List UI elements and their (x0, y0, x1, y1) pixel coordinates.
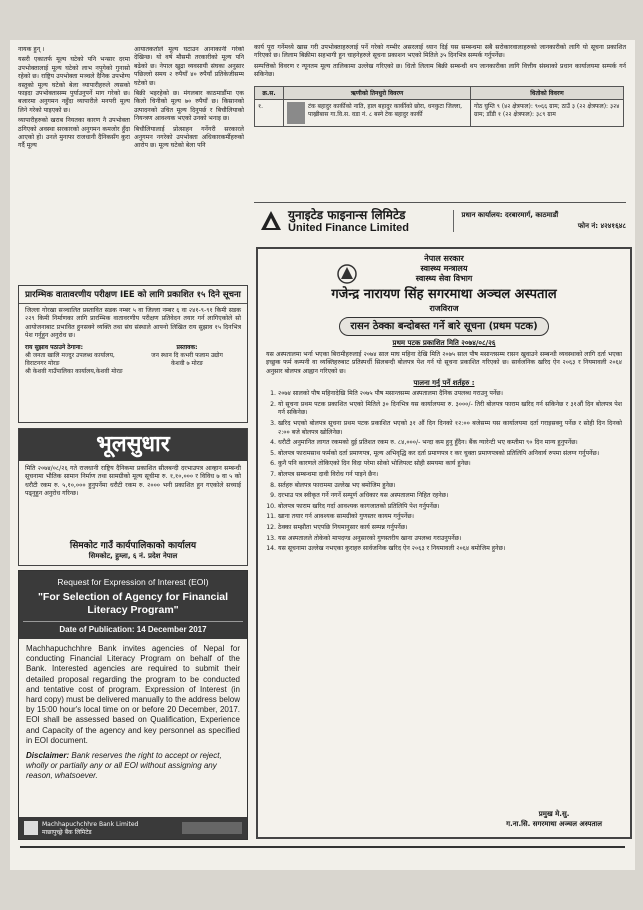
iee-right-address (133, 344, 241, 376)
signature-title: प्रमुख मे.सु. (538, 810, 570, 818)
condition-item: 10. बोलपत्र फाराम खरिद गर्दा आवश्यक कागजातको प्रतिलिपि पेश गर्नुपर्नेछ। (278, 503, 622, 512)
disclaimer-text: Bank reserves the right to accept or reject, wholly or partially any or all EOI without assigning any reason, whatsoever. (26, 751, 222, 781)
gov-name: नेपाल सरकार (424, 254, 464, 263)
notice-title: रासन ठेक्का बन्दोबस्त गर्ने बारे सूचना (प्रथम पटक) (339, 317, 548, 336)
department-name: स्वास्थ्य सेवा विभाग (415, 274, 473, 283)
bank-name-block (42, 821, 138, 836)
news-paragraph: व्यापारीहरुको खराब नियतका कारण नै उपभोक्ता ठगिएको अवस्था सरकारको अनुगमन कमजोर हुँदा आएको हो। उनले मुनाफा राजधानी दैनिकसँग कुरा गर्दै मूल्य (18, 117, 130, 150)
address-line: केशवी ७ मोरङ (171, 359, 203, 367)
condition-item: 1. २०७४ सालको पौष महिनादेखि मिति २०७५ पौष मसान्तसम्म अस्पतालमा दैनिक उपलब्ध गराउनु पर्नेछ। (278, 390, 622, 399)
eoi-notice (18, 570, 248, 840)
hospital-notice (256, 247, 632, 839)
address-line: राय सुझाव पठाउने ठेगाना: (25, 343, 84, 351)
bank-name-np: माछापुच्छ्रे बैंक लिमिटेड (42, 828, 92, 836)
municipality-office: सिमकोट गाउँ कार्यपालिकाको कार्यालय (69, 541, 197, 551)
table-cell: १. (255, 99, 284, 126)
table-header: ऋणीको तिनधुरो विवरण (284, 86, 471, 99)
news-column-middle (134, 46, 244, 316)
condition-item: 12. ठेक्का सम्झौता भएपछि नियमानुसार कार्य सम्पन्न गर्नुपर्नेछ। (278, 524, 622, 533)
eoi-disclaimer (19, 751, 247, 782)
condition-item: 5. बोलपत्र फारामसाथ फर्मको दर्ता प्रमाणपत्र, मूल्य अभिवृद्धि कर दर्ता प्रमाणपत्र र कर चुक्ता प्रमाणपत्रको प्रतिलिपि अनिवार्य रुपमा संलग्न गर्नुपर्नेछ। (278, 450, 622, 459)
signature-block (506, 809, 602, 829)
correction-footer (19, 541, 247, 561)
condition-item: 2. यो सूचना प्रथम पटक प्रकाशित भएको मितिले ३० दिनभित्र यस कार्यालयमा रु. ३०००/- तिरी बोलपत्र फाराम खरिद गर्न सकिनेछ र ३१औं दिन बोलपत्र पेश गर्न सकिनेछ। (278, 401, 622, 418)
address-line: विराटनगर मोरङ (25, 359, 60, 367)
bank-badge (182, 822, 242, 834)
table-cell (284, 99, 471, 126)
emblem-row (258, 264, 630, 284)
hospital-name: गजेन्द्र नारायण सिंह सगरमाथा अञ्चल अस्पताल (331, 287, 557, 302)
auction-text-line: कार्य पूरा गर्नेमध्ये खास गरी उपभोक्ताहरुलाई पर्ने गरेको गम्भीर असरलाई ध्यान दिई यस सम्बन्धमा सबै सरोकारवालाहरुको जानकारीको लागि यो सूचना प्रकाशित गरिएको छ। लिलाम बिक्रीमा सहभागी हुन चाहनेहरुले सूचना प्रकाशन भएको मितिले ३५ दिनभित्र सम्पर्क गर्नुपर्नेछ। (254, 44, 626, 60)
table-row (255, 99, 624, 126)
borrower-photo (287, 102, 305, 124)
iee-title: प्रारम्भिक वातावरणीय परीक्षण IEE को लागि प्रकाशित १५ दिने सूचना (19, 286, 247, 304)
news-paragraph: नायक हुन् । (18, 46, 45, 53)
bank-logo (24, 821, 38, 835)
auction-text-line: सम्पत्तिको विवरण र न्यूनतम मूल्य तालिकामा उल्लेख गरिएको छ। धितो लिलाम बिक्री सम्बन्धी थप जानकारीका लागि वित्तीय संस्थाको प्रधान कार्यालयमा सम्पर्क गर्न सकिनेछ। (254, 62, 626, 79)
page-bottom-rule (20, 846, 625, 848)
hospital-intro: यस अस्पतालमा भर्ना भएका बिरामीहरुलाई २०७४ साल माघ महिना देखि मिति २०७५ साल पौष मसान्तसम्म रासन खुवाउने सम्बन्धी व्यवस्थाको लागि दर्ता भएका इच्छुक फर्म कम्पनी वा व्यक्तिहरुबाट प्रतिस्पर्धी सिलबन्दी बोलपत्र पेश गर्न यो सूचना प्रकाशित गरिएको छ। सार्वजनिक खरिद ऐन २०६३ र नियमावली २०६४ अनुसार बोलपत्र आह्वान गरिएको छ। (266, 351, 622, 375)
news-column-left (18, 46, 130, 316)
iee-left-address (25, 344, 133, 376)
condition-item: 13. यस अस्पतालले तोकेको मापदण्ड अनुसारको गुणस्तरीय खाना उपलब्ध गराउनुपर्नेछ। (278, 535, 622, 544)
bank-footer (19, 817, 247, 839)
address-line: जन स्थान दि कभरी फलाम उद्योग (151, 351, 223, 359)
disclaimer-label: Disclaimer: (26, 751, 70, 761)
condition-item: 14. यस सूचनामा उल्लेख नभएका कुराहरु सार्वजनिक खरिद ऐन २०६३ र नियमावली २०६४ बमोजिम हुनेछ। (278, 545, 622, 554)
iee-addresses (19, 344, 247, 376)
phone-number: फोन नं: ४२४१६४८ (577, 222, 626, 230)
condition-item: 7. बोलपत्र सम्बन्धमा दावी विरोध गर्न पाइने छैन। (278, 471, 622, 480)
company-name-block (288, 209, 453, 234)
condition-item: 6. कुनै पनि कारणले तोकिएको दिन विदा परेमा सोको भोलिपल्ट सोही समयमा कार्य हुनेछ। (278, 460, 622, 469)
condition-item: 4. धरौटी अनुमानित लागत रकमको दुई प्रतिशत रकम रु. ८४,०००/- भन्दा कम हुनु हुँदैन। बैंक ग्यारेन्टी भए कम्तीमा ९० दिन मान्य हुनुपर्नेछ। (278, 439, 622, 448)
eoi-heading: Request for Expression of Interest (EOI) (57, 577, 209, 587)
news-paragraph: बिचौलियालाई प्रोत्साहन गर्नेगरी सरकारले अनुगमन नगरेको उपभोक्ता अधिकारकर्मीहरुको आरोप छ। मूल्य घटेको बेला पनि (134, 125, 244, 150)
united-finance-logo (260, 210, 282, 232)
correction-body: मिति २०७४/०८/२६ गते राजधानी राष्ट्रिय दैनिकमा प्रकाशित सीलबन्दी दरभाउपत्र आव्हान सम्बन्धी सूचनामा भौतिक सामान निर्माण तथा सामग्रीको मूल्य सूचीमा रु. १,१०,००० र विविध ७ वा ५ को धरौटी रकम रु. ५,१०,००० हुनुपर्नेमा धरौटी रकम रु. २००० भनी प्रकाशित हुन गएकोले सच्याई पढ्नुहुन अनुरोध गरिन्छ। (25, 465, 241, 498)
iee-notice (18, 285, 248, 423)
iee-body: जिल्ला गोरखा सञ्चालित प्रस्तावित सडक नम्बर ५ वा जिल्ला नम्बर ६ वा २४१-९-९१ किमी सडक २२९ किमी निर्माणका लागि प्रारम्भिक वातावरणीय परीक्षण प्रतिवेदन तयार गर्न लागिएकोले सो आयोजनाबाट प्रभावित हुनसक्ने व्यक्ति तथा संघ संस्थाले आफ्नो लिखित राय सुझाव १५ दिनभित्र पेश गर्नुहुन अनुरोध छ। (25, 307, 241, 340)
company-contact (453, 210, 627, 232)
table-cell: गोठ घुम्ति ९ (४२ क्षेत्रफल): ९०६६ ग्राम; ठाउँ ३ (२२ क्षेत्रफल): ३२४ ग्राम; डाँडी १ (२२ क्षेत्रफल): ३८९ ग्राम (471, 99, 624, 126)
condition-item: 3. खरिद भएको बोलपत्र सूचना प्रथम पटक प्रकाशित भएको ३१ औं दिन दिनको १२:०० बजेसम्म यस कार्यालयमा दर्ता गराइसक्नु पर्नेछ र सोही दिन दिनको २:०० बजे बोलपत्र खोलिनेछ। (278, 420, 622, 437)
hospital-place: राजविराज (429, 304, 459, 313)
municipality-address: सिमकोट, हुम्ला, ६ नं. प्रदेश नेपाल (88, 552, 178, 560)
signature-office: ग.ना.सि. सगरमाथा अञ्चल अस्पताल (506, 820, 602, 828)
eoi-header (19, 571, 247, 639)
collateral-table (254, 86, 624, 127)
news-paragraph: यसरी एकातर्फ मूल्य घटेको पनि भन्सार दरमा उपभोक्तालाई मूल्य घटेको लाभ नपुगेको गुनासो रहेको छ। राष्ट्रिय उपभोक्ता मञ्चले दैनिक उपभोग्य वस्तुको मूल्य घटेको बेला व्यापारीहरुले त्यसको फाइदा उपभोक्तासम्म पुर्याउनुपर्ने माग गरेको छ। बजारमा अनुगमन नहुँदा व्यापारीले मनपरी मूल्य लिने गरेको पाइएको छ। (18, 56, 130, 114)
correction-title: भूलसुधार (19, 429, 247, 461)
company-name-np: युनाइटेड फाइनान्स लिमिटेड (288, 207, 406, 222)
conditions-list-wrap (258, 388, 630, 554)
address-line: प्रस्तावक: (176, 343, 198, 351)
company-footer (254, 202, 626, 239)
company-name-en: United Finance Limited (288, 221, 410, 234)
auction-notice (250, 42, 630, 242)
condition-item: 11. खाना तयार गर्न आवश्यक सामग्रीको गुणस्तर कायम गर्नुपर्नेछ। (278, 513, 622, 522)
auction-text (250, 42, 630, 84)
table-header: धितोको विवरण (471, 86, 624, 99)
newspaper-page (10, 40, 635, 870)
ministry-name: स्वास्थ्य मन्त्रालय (420, 264, 468, 273)
publication-date: प्रथम पटक प्रकाशित मिति २०७४/०८/२६ (392, 339, 496, 347)
news-paragraph: बिक्री भइरहेको छ। मंगलबार काठमाडौंमा एक किलो चिनीको मूल्य ७० रुपैयाँ छ। किसानको उत्पादनको उचित मूल्य दिनुपर्छ र बिचौलियाको नियन्त्रण आवश्यक भएको उनको भनाइ छ। (134, 90, 244, 123)
news-paragraph: आयातकर्ताले मूल्य घटाउन आनाकानी गरेको देखिन्छ। यो वर्ष मौसमी तरकारीको मूल्य पनि बढेको छ। नेपाल खुद्रा व्यवसायी संघका अनुसार पछिल्लो समय २ रुपैयाँ ४० रुपैयाँ प्रतिकेजीसम्म घटेको छ। (134, 46, 244, 87)
address-line: श्री जनता खालि मज्दुर उपलब्ध कार्यालय, (25, 351, 115, 359)
bank-name-en: Machhapuchchhre Bank Limited (42, 820, 139, 828)
condition-item: 8. सर्तहरु बोलपत्र फाराममा उल्लेख भए बमोजिम हुनेछ। (278, 482, 622, 491)
eoi-date: Date of Publication: 14 December 2017 (23, 621, 243, 635)
office-address: प्रधान कार्यालय: दरबारमार्ग, काठमाडौं (461, 211, 559, 219)
conditions-title: पालना गर्नु पर्ने शर्तहरु : (413, 379, 475, 388)
eoi-subheading: "For Selection of Agency for Financial Literacy Program" (37, 591, 229, 616)
notice-title-wrap (258, 317, 630, 336)
condition-item: 9. दरभाउ पत्र स्वीकृत गर्ने नगर्ने सम्पूर्ण अधिकार यस अस्पतालमा निहित रहनेछ। (278, 492, 622, 501)
table-header: क्र.स. (255, 86, 284, 99)
correction-notice (18, 428, 248, 566)
address-line: श्री केशवी गाउँपालिका कार्यालय,केशवी मोरङ (25, 367, 123, 375)
hospital-header (258, 249, 630, 348)
conditions-list (262, 390, 622, 554)
borrower-details: टंक बहादुर कार्कीको नाति, हाल बहादुर कार्कीको छोरा, धनकुटा जिल्ला, पाख्रीबास गा.वि.स. वडा नं. ८ बस्ने टेक बहादुर कार्की (308, 102, 463, 118)
eoi-body: Machhapuchchhre Bank invites agencies of Nepal for conducting Financial Literacy Program on behalf of the Bank. Interested agencies are required to submit their detailed proposal regarding the program to be conducted and tentative cost of program. Expression of Interest (in hard copy) must be delivered manually to the address below by 15:00 hour's local time on or before 20 December, 2017. EOI shall be assessed based on Qualification, Experience and Capacity of the agency and key personnel as specified in EOI document. (26, 644, 240, 745)
